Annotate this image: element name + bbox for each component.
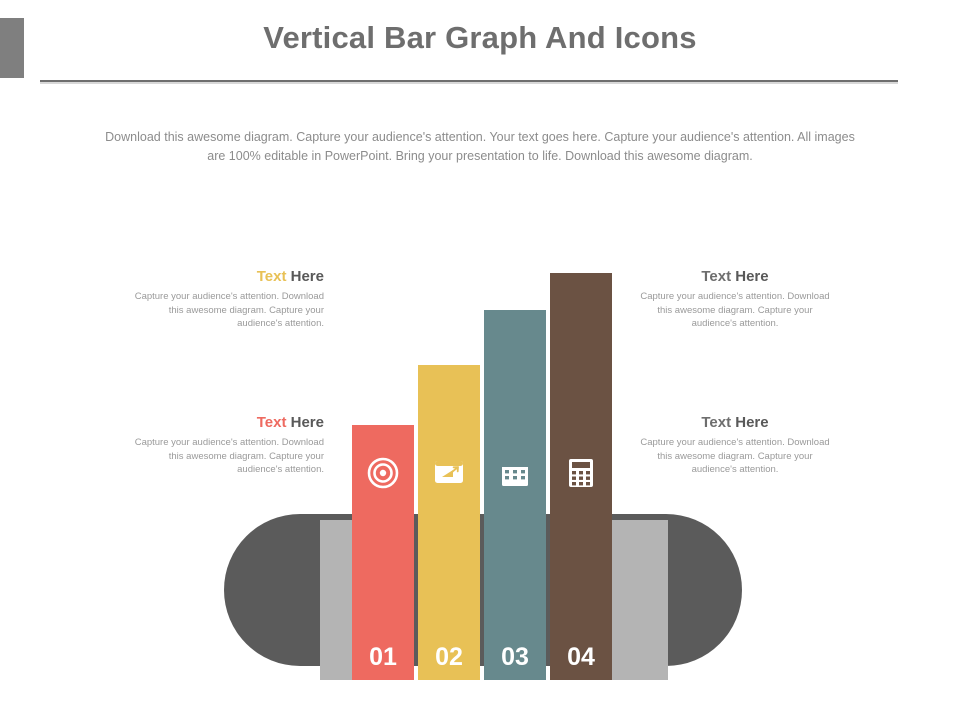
calculator-icon — [561, 453, 601, 493]
callout-top-left-heading-accent: Text — [256, 268, 287, 285]
bar-03[interactable] — [484, 310, 546, 680]
callout-bottom-right-heading-rest: Here — [731, 414, 769, 431]
calendar-icon — [495, 453, 535, 493]
bar-02-label: 02 — [435, 643, 463, 671]
callout-bottom-left-heading-accent: Text — [256, 414, 287, 431]
bar-chart — [0, 250, 960, 680]
callout-bottom-right-heading-accent: Text — [701, 414, 732, 431]
bar-04-label: 04 — [567, 643, 595, 671]
callout-bottom-left-heading-rest: Here — [286, 414, 324, 431]
callout-top-left-heading-rest: Here — [286, 268, 324, 285]
bar-02[interactable] — [418, 365, 480, 680]
callout-top-left-body: Capture your audience's attention. Download this awesome diagram. Capture your audience's attention. — [134, 291, 324, 329]
bar-03-label: 03 — [501, 643, 529, 671]
callout-top-right-heading-accent: Text — [701, 268, 732, 285]
bar-01[interactable] — [352, 425, 414, 680]
callout-bottom-left-body: Capture your audience's attention. Download this awesome diagram. Capture your audience's attention. — [134, 437, 324, 475]
callout-bottom-right-body: Capture your audience's attention. Download this awesome diagram. Capture your audience's attention. — [640, 437, 830, 475]
callout-top-right-heading-rest: Here — [731, 268, 769, 285]
presentation-screen-icon — [429, 453, 469, 493]
bar-backer-04 — [606, 520, 668, 680]
target-icon — [363, 453, 403, 493]
page-title: Vertical Bar Graph And Icons — [263, 20, 697, 55]
bar-04[interactable] — [550, 273, 612, 680]
intro-paragraph: Download this awesome diagram. Capture your audience's attention. Your text goes here. Capture your audience's attention. All images are 100% editable in PowerPoint. Bring your presentation to life. Download this awesome diagram. — [105, 130, 855, 163]
title-divider-shadow — [40, 82, 898, 84]
callout-top-right-body: Capture your audience's attention. Download this awesome diagram. Capture your audience's attention. — [640, 291, 830, 329]
bar-01-label: 01 — [369, 643, 397, 671]
